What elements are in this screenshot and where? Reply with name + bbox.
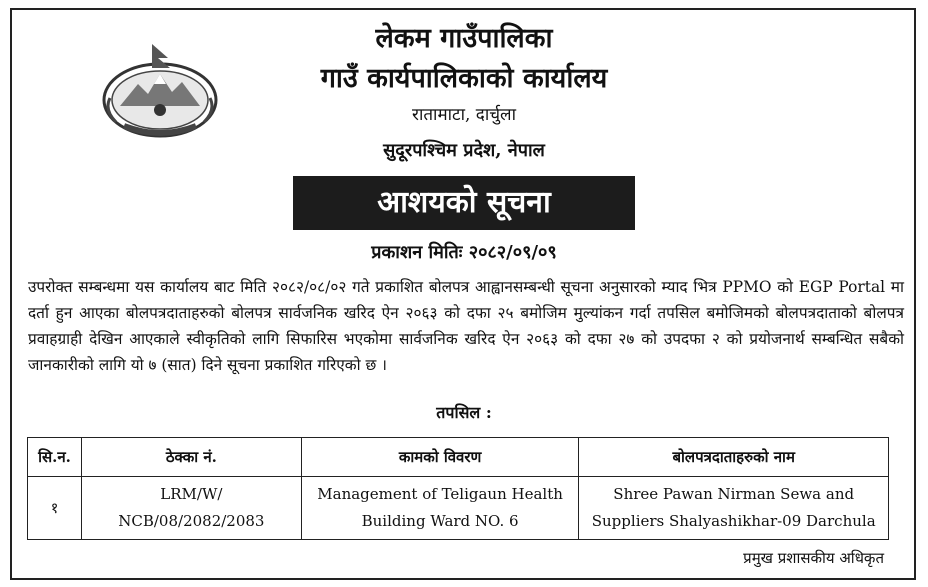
office-name: गाउँ कार्यपालिकाको कार्यालय (320, 63, 608, 94)
office-location: रातामाटा, दार्चुला (412, 105, 516, 125)
table-header-row (28, 438, 889, 477)
bidder-table (27, 437, 889, 540)
description-line-1: Management of Teligaun Health (317, 485, 563, 503)
cell-bidder (579, 477, 889, 540)
details-heading: तपसिल : (436, 403, 492, 422)
description-line-2: Building Ward NO. 6 (361, 512, 519, 530)
cell-contract (81, 477, 301, 540)
cell-sn: १ (28, 477, 82, 540)
municipality-name: लेकम गाउँपालिका (375, 23, 553, 54)
bidder-line-2: Suppliers Shalyashikhar-09 Darchula (591, 512, 876, 530)
province-country: सुदूरपश्चिम प्रदेश, नेपाल (383, 140, 545, 161)
notice-body: उपरोक्त सम्बन्धमा यस कार्यालय बाट मिति २०८२/०८/०२ गते प्रकाशित बोलपत्र आह्वानसम्बन्धी सूचना अनुसारको म्याद भित्र PPMO को EGP Portal मा दर्ता हुन आएका बोलपत्रदाताहरुको बोलपत्र सार्वजनिक खरिद ऐन २०६३ को दफा २५ बमोजिम मुल्यांकन गर्दा तपसिल बमोजिमको बोलपत्रदाताको बोलपत्र प्रवाहग्राही देखिन आएकाले स्वीकृतिको लागि सिफारिस भएकोमा सार्वजनिक खरिद ऐन २०६३ को दफा २७ को उपदफा २ को प्रयोजनार्थ सम्बन्धित सबैको जानकारीको लागि यो ७ (सात) दिने सूचना प्रकाशित गरिएको छ । (28, 278, 904, 374)
cell-description (301, 477, 579, 540)
col-header-contract: ठेक्का नं. (81, 438, 301, 477)
col-header-bidder: बोलपत्रदाताहरुको नाम (579, 438, 889, 477)
signatory: प्रमुख प्रशासकीय अधिकृत (743, 549, 884, 567)
col-header-description: कामको विवरण (301, 438, 579, 477)
published-date: प्रकाशन मितिः २०८२/०९/०९ (371, 242, 557, 263)
table-row (28, 477, 889, 540)
notice-title: आशयको सूचना (293, 176, 635, 230)
col-header-sn: सि.न. (28, 438, 82, 477)
bidder-line-1: Shree Pawan Nirman Sewa and (613, 485, 855, 503)
contract-line-2: NCB/08/2082/2083 (118, 512, 265, 530)
contract-line-1: LRM/W/ (160, 485, 223, 503)
